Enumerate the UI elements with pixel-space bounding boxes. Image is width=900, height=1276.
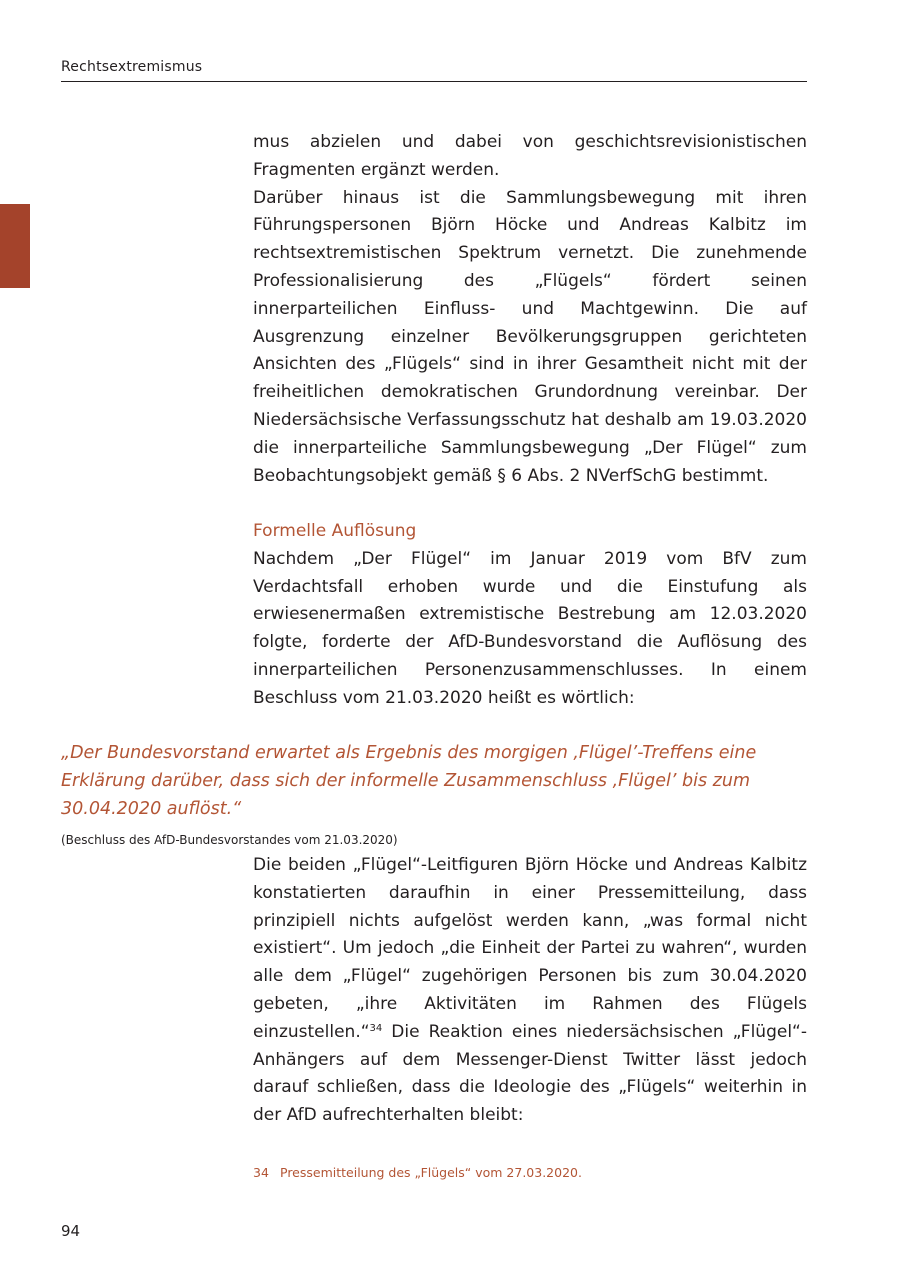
running-title: Rechtsextremismus: [61, 59, 203, 75]
quote-source: (Beschluss des AfD-Bundesvorstandes vom 21.03.2020): [61, 833, 398, 847]
footnote-number: 34: [253, 1165, 269, 1180]
paragraph-text-before: Die beiden „Flügel“-Leitfiguren Björn Höcke und Andreas Kalbitz konstatierten daraufhin in einer Pressemitteilung, dass prinzipiell nichts aufgelöst werden kann, „was formal nicht existiert“. Um jedoch „die Einheit der Partei zu wahren“, wurden alle dem „Flügel“ zugehörigen Personen bis zum 30.04.2020 gebeten, „ihre Aktivitäten im Rahmen des Flügels einzustellen.“: [253, 855, 807, 1042]
paragraph-text-after: Die Reaktion eines niedersächsischen „Flügel“-Anhängers auf dem Messenger-Dienst Twitter lässt jedoch darauf schließen, dass die Ideologie des „Flügels“ weiterhin in der AfD aufrechterhalten bleibt:: [253, 1021, 807, 1126]
footnote-text: Pressemitteilung des „Flügels“ vom 27.03.2020.: [280, 1165, 582, 1180]
paragraph-network: Darüber hinaus ist die Sammlungsbewegung mit ihren Führungspersonen Björn Höcke und Andreas Kalbitz im rechtsextremistischen Spektrum vernetzt. Die zunehmende Professionalisierung des „Flügels“ fördert seinen innerparteilichen Einfluss- und Machtgewinn. Die auf Ausgrenzung einzelner Bevölkerungsgruppen gerichteten Ansichten des „Flügels“ sind in ihrer Gesamtheit nicht mit der freiheitlichen demokratischen Grundordnung vereinbar. Der Niedersächsische Verfassungsschutz hat deshalb am 19.03.2020 die innerparteiliche Sammlungsbewegung „Der Flügel“ zum Beobachtungsobjekt gemäß § 6 Abs. 2 NVerfSchG bestimmt.: [253, 187, 807, 486]
quote-text: „Der Bundesvorstand erwartet als Ergebnis des morgigen ‚Flügel’-Treffens eine Erklärung darüber, dass sich der informelle Zusammenschluss ‚Flügel’ bis zum 30.04.2020 auflöst.“: [61, 743, 757, 819]
page-number: 94: [61, 1222, 81, 1240]
main-text-top: [253, 129, 807, 490]
main-text-bottom: [253, 852, 807, 1130]
paragraph-leitfiguren: [253, 852, 807, 1130]
section-formelle-aufloesung: [253, 518, 807, 713]
footnote-34: [253, 1165, 582, 1180]
header-rule: [61, 81, 807, 82]
section-paragraph: Nachdem „Der Flügel“ im Januar 2019 vom BfV zum Verdachtsfall erhoben wurde und die Einstufung als erwiesenermaßen extremistische Bestrebung am 12.03.2020 folgte, forderte der AfD-Bundesvorstand die Auflösung des innerparteilichen Personenzusammenschlusses. In einem Beschluss vom 21.03.2020 heißt es wörtlich:: [253, 548, 807, 708]
section-heading: Formelle Auflösung: [253, 521, 417, 541]
footnote-reference[interactable]: 34: [369, 1022, 383, 1034]
quote-block: [61, 739, 821, 849]
paragraph-continuation: mus abzielen und dabei von geschichtsrevisionistischen Fragmenten ergänzt werden.: [253, 132, 807, 180]
chapter-side-tab: [0, 204, 30, 288]
